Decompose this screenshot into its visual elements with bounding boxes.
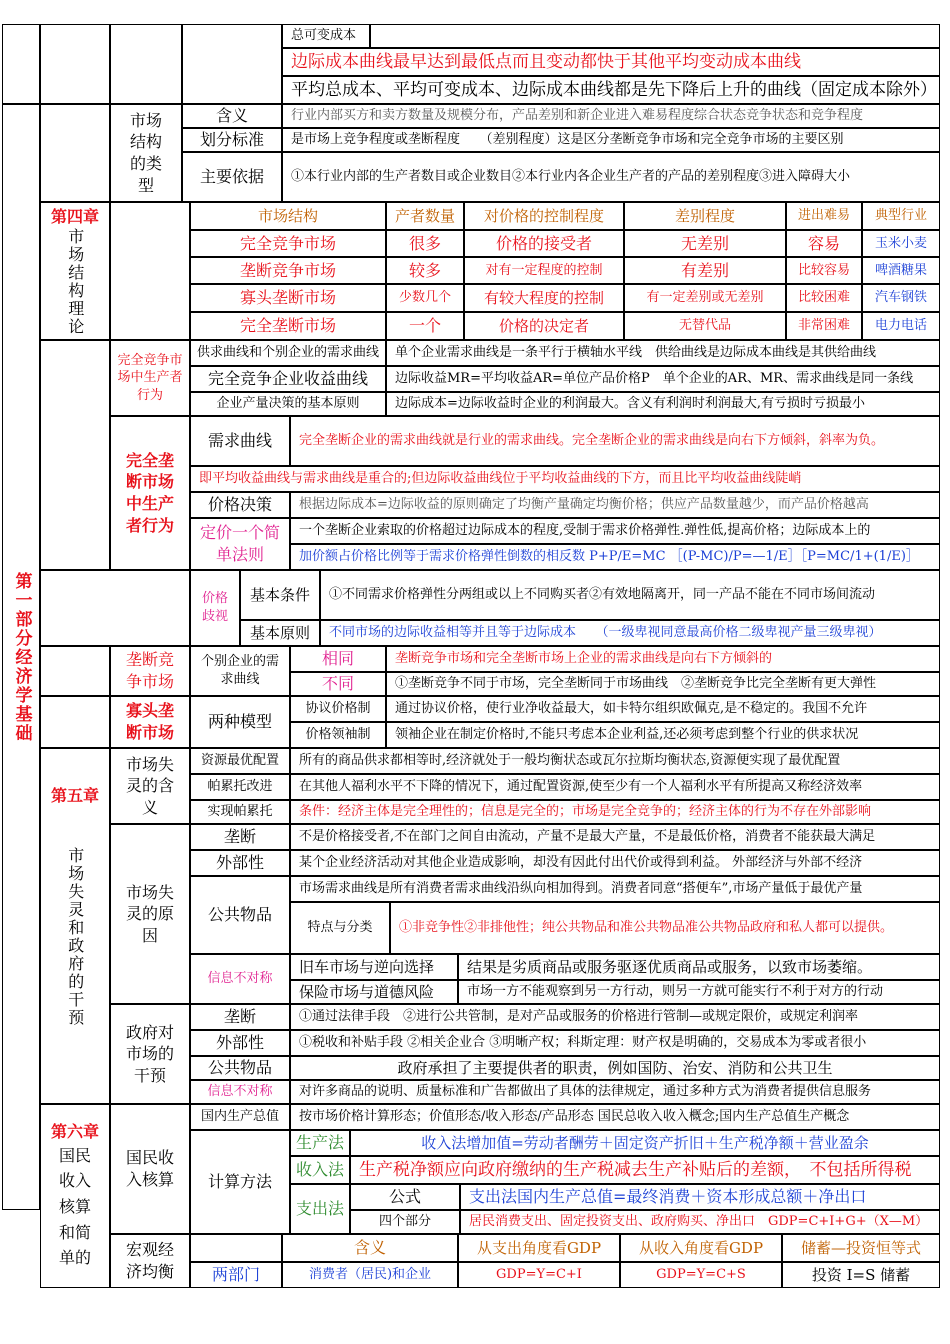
mc-diff: 不同 bbox=[290, 672, 386, 696]
gov-val-1: ①税收和补贴手段 ②相关企业合 ③明晰产权；科斯定理：财产权是明确的，交易成本为零或者很小 bbox=[290, 1030, 940, 1056]
ch4-cell bbox=[40, 202, 110, 340]
gov-val-2: 政府承担了主要提供者的职责，例如国防、治安、消防和公共卫生 bbox=[290, 1056, 940, 1080]
mono-rule-key: 定价一个简单法则 bbox=[190, 518, 290, 570]
blank-cell bbox=[2, 24, 40, 104]
ni-prod-val: 收入法增加值=劳动者酬劳＋固定资产折旧＋生产税净额＋营业盈余 bbox=[350, 1130, 940, 1156]
mkt-th-0: 市场结构 bbox=[190, 202, 386, 230]
ni-prod-key: 生产法 bbox=[290, 1130, 350, 1156]
mf-val-1: 在其他人福利水平不下降的情况下，通过配置资源,使至少有一个人福利水平有所提高又称经济效率 bbox=[290, 774, 940, 800]
eq-cell-3: GDP=Y=C+S bbox=[620, 1262, 782, 1288]
cause-ext-key: 外部性 bbox=[190, 850, 290, 876]
blank-cell bbox=[190, 1234, 282, 1262]
cause-mono-key: 垄断 bbox=[190, 824, 290, 850]
blank-cell bbox=[40, 104, 110, 202]
disc-val-0: ①不同需求价格弹性分两组或以上不同购买者②有效地隔离开，同一产品不能在不同市场间流动 bbox=[320, 570, 940, 620]
mkt-th-4: 进出难易 bbox=[786, 202, 862, 230]
pc-val-1: 边际收益MR=平均收益AR=单位产品价格P 单个企业的AR、MR、需求曲线是同一条线 bbox=[386, 366, 940, 392]
blank-cell bbox=[110, 202, 190, 340]
olig-sub-1: 价格领袖制 bbox=[290, 722, 386, 748]
ni-formula-key: 公式 bbox=[350, 1184, 460, 1210]
eq-cell-0: 两部门 bbox=[190, 1262, 282, 1288]
blank-cell bbox=[40, 24, 110, 104]
mkt-cell-1-3: 有差别 bbox=[624, 257, 786, 284]
pc-key-2: 企业产量决策的基本原则 bbox=[190, 392, 386, 416]
mf-title: 市场失灵的含义 bbox=[110, 748, 190, 824]
mono-price-val: 根据边际成本=边际收益的原则确定了均衡产量确定均衡价格；供应产品数量越少，而产品价格越高 bbox=[290, 492, 940, 518]
pc-key-1: 完全竞争企业收益曲线 bbox=[190, 366, 386, 392]
mkt-cell-3-3: 无替代品 bbox=[624, 312, 786, 340]
mf-key-1: 帕累托改进 bbox=[190, 774, 290, 800]
ni-calc: 计算方法 bbox=[190, 1130, 290, 1234]
gov-key-0: 垄断 bbox=[190, 1004, 290, 1030]
ni-inc-val: 生产税净额应向政府缴纳的生产税减去生产补贴后的差额， 不包括所得税 bbox=[350, 1156, 940, 1184]
eq-cell-4: 投资 I=S 储蓄 bbox=[782, 1262, 940, 1288]
blank-cell bbox=[370, 24, 940, 48]
mkt-cell-2-2: 有较大程度的控制 bbox=[464, 284, 624, 312]
cause-pub-val1: 市场需求曲线是所有消费者需求曲线沿纵向相加得到。消费者同意“搭便车”,市场产量低于最优产量 bbox=[290, 876, 940, 902]
mono-ar: 即平均收益曲线与需求曲线是重合的;但边际收益曲线位于平均收益曲线的下方，而且比平均收益曲线陡峭 bbox=[190, 466, 940, 492]
blank-cell bbox=[182, 24, 282, 104]
mc-diff-val: ①垄断竞争不同于市场，完全垄断同于市场曲线 ②垄断竞争比完全垄断有更大弹性 bbox=[386, 672, 940, 696]
ni-title: 国民收入核算 bbox=[110, 1104, 190, 1234]
eq-th-2: 从收入角度看GDP bbox=[620, 1234, 782, 1262]
pc-val-2: 边际成本=边际收益时企业的利润最大。含义有利润时利润最大,有亏损时亏损最小 bbox=[386, 392, 940, 416]
mono-price-key: 价格决策 bbox=[190, 492, 290, 518]
ni-inc-key: 收入法 bbox=[290, 1156, 350, 1184]
mc-same-val: 垄断竞争市场和完全垄断市场上企业的需求曲线是向右下方倾斜的 bbox=[386, 646, 940, 672]
mkt-cell-1-5: 啤酒糖果 bbox=[862, 257, 940, 284]
ni-exp-key: 支出法 bbox=[290, 1184, 350, 1234]
mkt-type-val-1: 是市场上竞争程度或垄断程度 （差别程度）这是区分垄断竞争市场和完全竞争市场的主要区别 bbox=[282, 128, 940, 152]
top-row1-label: 总可变成本 bbox=[282, 24, 370, 48]
ch4-title: 第四章 bbox=[50, 207, 99, 227]
mc-title: 垄断竞争市场 bbox=[110, 646, 190, 696]
mkt-th-1: 产者数量 bbox=[386, 202, 464, 230]
mkt-type-val-0: 行业内部买方和卖方数量及规模分布，产品差别和新企业进入难易程度综合状态竞争状态和竞争程度 bbox=[282, 104, 940, 128]
cause-info-val-1: 市场一方不能观察到另一方行动，则另一方就可能实行不利于对方的行动 bbox=[458, 980, 940, 1004]
cause-title: 市场失灵的原因 bbox=[110, 824, 190, 1004]
mf-val-0: 所有的商品供求都相等时,经济就处于一般均衡状态或瓦尔拉斯均衡状态,资源便实现了最优配置 bbox=[290, 748, 940, 774]
gov-key-3: 信息不对称 bbox=[190, 1080, 290, 1104]
mkt-type-key-0: 含义 bbox=[182, 104, 282, 128]
mkt-cell-1-2: 对有一定程度的控制 bbox=[464, 257, 624, 284]
mkt-type-key-1: 划分标准 bbox=[182, 128, 282, 152]
cause-info-sub-0: 旧车市场与逆向选择 bbox=[290, 954, 458, 980]
ni-gdp-key: 国内生产总值 bbox=[190, 1104, 290, 1130]
mf-val-2: 条件：经济主体是完全理性的；信息是完全的；市场是完全竞争的；经济主体的行为不存在外部影响 bbox=[290, 800, 940, 824]
ch5-title: 第五章 bbox=[50, 786, 99, 806]
top-row2: 边际成本曲线最早达到最低点而且变动都快于其他平均变动成本曲线 bbox=[282, 48, 940, 76]
mkt-cell-0-0: 完全竞争市场 bbox=[190, 230, 386, 257]
mkt-cell-3-5: 电力电话 bbox=[862, 312, 940, 340]
mkt-cell-3-0: 完全垄断市场 bbox=[190, 312, 386, 340]
olig-sub-0: 协议价格制 bbox=[290, 696, 386, 722]
mkt-type-title: 市场结构的类型 bbox=[110, 104, 182, 202]
gov-val-3: 对许多商品的说明、质量标准和广告都做出了具体的法律规定，通过多种方式为消费者提供信息服务 bbox=[290, 1080, 940, 1104]
cause-pub-val2: ①非竞争性②非排他性；纯公共物品和准公共物品准公共物品政府和私人都可以提供。 bbox=[390, 902, 940, 954]
olig-val-1: 领袖企业在制定价格时,不能只考虑本企业利益,还必须考虑到整个行业的供求状况 bbox=[386, 722, 940, 748]
mono-title: 完全垄断市场中生产者行为 bbox=[110, 416, 190, 570]
mkt-cell-1-0: 垄断竞争市场 bbox=[190, 257, 386, 284]
ni-gdp-val: 按市场价格计算形态；价值形态/收入形态/产品形态 国民总收入收入概念;国内生产总值生产概念 bbox=[290, 1104, 940, 1130]
mkt-cell-3-2: 价格的决定者 bbox=[464, 312, 624, 340]
cause-pub-key: 公共物品 bbox=[190, 876, 290, 954]
gov-val-0: ①通过法律手段 ②进行公共管制，是对产品或服务的价格进行管制—或规定限价，或规定利润率 bbox=[290, 1004, 940, 1030]
part1-column bbox=[2, 104, 40, 1210]
mono-rule-val2: 加价额占价格比例等于需求价格弹性倒数的相反数 P+P/E=MC ［(P-MC)/P=—1/E］［P=MC/1+(1/E)］ bbox=[290, 544, 940, 570]
mf-key-0: 资源最优配置 bbox=[190, 748, 290, 774]
cause-mono-val: 不是价格接受者,不在部门之间自由流动，产量不是最大产量，不是最低价格，消费者不能获最大满足 bbox=[290, 824, 940, 850]
pc-key-0: 供求曲线和个别企业的需求曲线 bbox=[190, 340, 386, 366]
ch5-sub: 市场失灵和政府的干预 bbox=[65, 846, 85, 1027]
ch5-cell bbox=[40, 748, 110, 1104]
olig-key: 两种模型 bbox=[190, 696, 290, 748]
part1-title: 第一部分经济学基础 bbox=[11, 571, 32, 743]
gov-title: 政府对市场的干预 bbox=[110, 1004, 190, 1104]
mono-rule-val1: 一个垄断企业索取的价格超过边际成本的程度,受制于需求价格弹性.弹性低,提高价格；边际成本上的 bbox=[290, 518, 940, 544]
mkt-cell-1-1: 较多 bbox=[386, 257, 464, 284]
mkt-cell-0-2: 价格的接受者 bbox=[464, 230, 624, 257]
eq-cell-1: 消费者（居民)和企业 bbox=[282, 1262, 458, 1288]
disc-title: 价格歧视 bbox=[190, 570, 240, 646]
ch6-sub: 国民收入核算和简单的 bbox=[58, 1145, 91, 1268]
mf-key-2: 实现帕累托 bbox=[190, 800, 290, 824]
eq-th-0: 含义 bbox=[282, 1234, 458, 1262]
disc-key-1: 基本原则 bbox=[240, 620, 320, 646]
ch6-cell bbox=[40, 1104, 110, 1288]
mkt-cell-2-1: 少数几个 bbox=[386, 284, 464, 312]
pc-title: 完全竞争市场中生产者行为 bbox=[110, 340, 190, 416]
ch4-sub: 市场结构理论 bbox=[65, 227, 85, 336]
blank-cell bbox=[110, 24, 182, 104]
mono-demand-val: 完全垄断企业的需求曲线就是行业的需求曲线。完全垄断企业的需求曲线是向右下方倾斜，斜率为负。 bbox=[290, 416, 940, 466]
cause-info-val-0: 结果是劣质商品或服务驱逐优质商品或服务，以致市场萎缩。 bbox=[458, 954, 940, 980]
blank-cell bbox=[40, 696, 110, 748]
mkt-th-5: 典型行业 bbox=[862, 202, 940, 230]
mkt-cell-0-1: 很多 bbox=[386, 230, 464, 257]
cause-info-sub-1: 保险市场与道德风险 bbox=[290, 980, 458, 1004]
mono-demand-key: 需求曲线 bbox=[190, 416, 290, 466]
blank-cell bbox=[40, 646, 110, 696]
mkt-cell-1-4: 比较容易 bbox=[786, 257, 862, 284]
mkt-th-2: 对价格的控制程度 bbox=[464, 202, 624, 230]
mkt-cell-3-1: 一个 bbox=[386, 312, 464, 340]
mkt-cell-0-3: 无差别 bbox=[624, 230, 786, 257]
mkt-th-3: 差别程度 bbox=[624, 202, 786, 230]
ch6-title: 第六章 bbox=[50, 1122, 99, 1142]
eq-cell-2: GDP=Y=C+I bbox=[458, 1262, 620, 1288]
mkt-cell-0-5: 玉米小麦 bbox=[862, 230, 940, 257]
disc-key-0: 基本条件 bbox=[240, 570, 320, 620]
ni-four-val: 居民消费支出、固定投资支出、政府购买、净出口 GDP=C+I+G+（X—M） bbox=[460, 1210, 940, 1234]
blank-cell bbox=[40, 340, 110, 570]
pc-val-0: 单个企业需求曲线是一条平行于横轴水平线 供给曲线是边际成本曲线是其供给曲线 bbox=[386, 340, 940, 366]
ni-formula-val: 支出法国内生产总值=最终消费＋资本形成总额＋净出口 bbox=[460, 1184, 940, 1210]
ni-four-key: 四个部分 bbox=[350, 1210, 460, 1234]
disc-val-1: 不同市场的边际收益相等并且等于边际成本 （一级卑视同意最高价格二级卑视产量三级卑视） bbox=[320, 620, 940, 646]
eq-title: 宏观经济均衡 bbox=[110, 1234, 190, 1288]
cause-ext-val: 某个企业经济活动对其他企业造成影响，却没有因此付出代价或得到利益。 外部经济与外部不经济 bbox=[290, 850, 940, 876]
mkt-cell-0-4: 容易 bbox=[786, 230, 862, 257]
blank-cell bbox=[40, 570, 190, 646]
cause-pub-sub: 特点与分类 bbox=[290, 902, 390, 954]
cause-info-key: 信息不对称 bbox=[190, 954, 290, 1004]
gov-key-1: 外部性 bbox=[190, 1030, 290, 1056]
eq-th-3: 储蓄—投资恒等式 bbox=[782, 1234, 940, 1262]
top-row3: 平均总成本、平均可变成本、边际成本曲线都是先下降后上升的曲线（固定成本除外） bbox=[282, 76, 940, 104]
mkt-cell-2-0: 寡头垄断市场 bbox=[190, 284, 386, 312]
mkt-cell-3-4: 非常困难 bbox=[786, 312, 862, 340]
mkt-cell-2-4: 比较困难 bbox=[786, 284, 862, 312]
mkt-type-key-2: 主要依据 bbox=[182, 152, 282, 202]
gov-key-2: 公共物品 bbox=[190, 1056, 290, 1080]
mkt-cell-2-5: 汽车钢铁 bbox=[862, 284, 940, 312]
eq-th-1: 从支出角度看GDP bbox=[458, 1234, 620, 1262]
mc-same: 相同 bbox=[290, 646, 386, 672]
mkt-cell-2-3: 有一定差别或无差别 bbox=[624, 284, 786, 312]
mkt-type-val-2: ①本行业内部的生产者数目或企业数目②本行业内各企业生产者的产品的差别程度③进入障碍大小 bbox=[282, 152, 940, 202]
olig-title: 寡头垄断市场 bbox=[110, 696, 190, 748]
olig-val-0: 通过协议价格，使行业净收益最大，如卡特尔组织欧佩克,是不稳定的。我国不允许 bbox=[386, 696, 940, 722]
mc-key: 个别企业的需求曲线 bbox=[190, 646, 290, 696]
